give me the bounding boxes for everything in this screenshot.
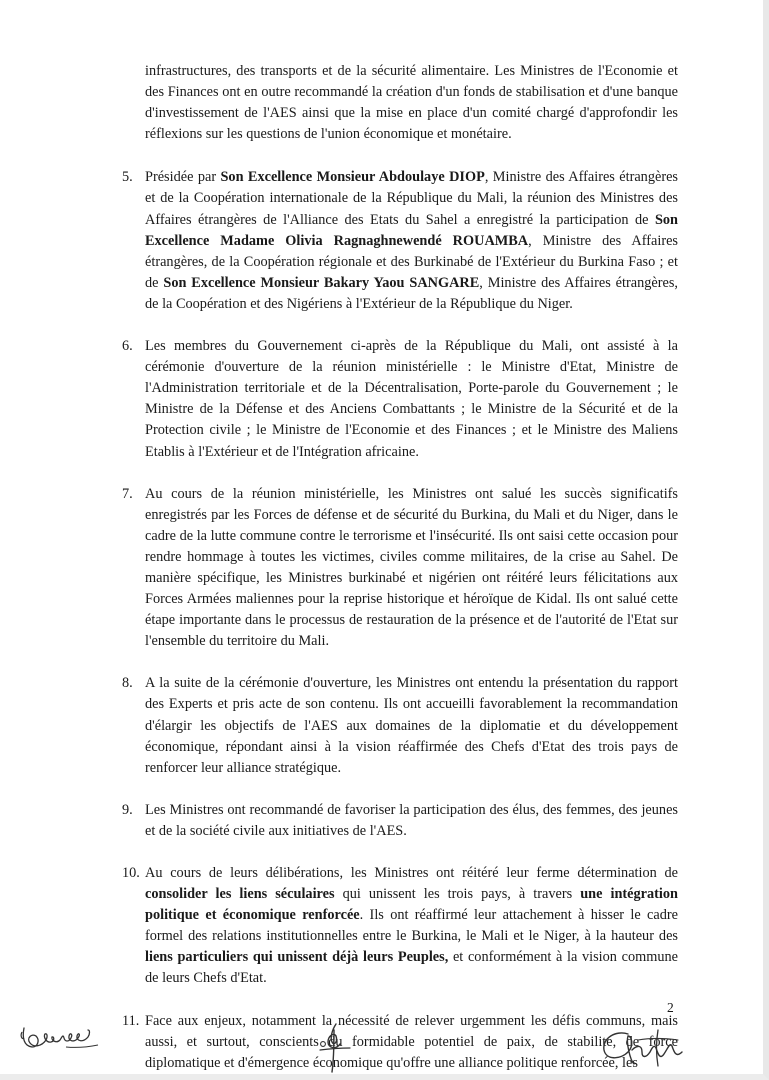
text-segment: . Ils ont réaffirmé leur attachement à hisser le cadre formel des relations institutionnelles entre le Burkina, le Mali et le Niger, à la hauteur des xyxy=(145,907,678,945)
paragraph-number: 11. xyxy=(122,1012,140,1029)
bold-text-segment: Son Excellence Monsieur Bakary Yaou SANGARE xyxy=(163,274,480,291)
bold-text-segment: Son Excellence Monsieur Abdoulaye DIOP xyxy=(220,169,485,186)
text-segment: A la suite de la cérémonie d'ouverture, les Ministres ont entendu la présentation du rapport des Experts et pris acte de son contenu. Ils ont accueilli favorablement la recommandation d'élargir les objectifs de l'AES aux domaines de la diplomatie et du développement économique, répondant ainsi à la vision réaffirmée des Chefs d'Etat des trois pays de renforcer leur alliance stratégique. xyxy=(145,675,678,776)
text-segment: Les Ministres ont recommandé de favoriser la participation des élus, des femmes, des jeunes et de la société civile aux initiatives de l'AES. xyxy=(145,801,678,839)
paragraph-number: 5. xyxy=(122,169,133,186)
numbered-paragraphs xyxy=(122,167,678,1073)
paragraph-number: 7. xyxy=(122,485,133,502)
paragraph-text xyxy=(145,336,678,463)
paragraph-number: 10. xyxy=(122,865,140,881)
text-segment: , Ministre des Affaires étrangères, de la Coopération régionale et des Burkinabé de l'Extérieur du Burkina Faso ; et de xyxy=(145,232,678,291)
text-segment: Au cours de la réunion ministérielle, les Ministres ont salué les succès significatifs enregistrés par les Forces de défense et de sécurité du Burkina, du Mali et du Niger, dans le cadre de la lutte commune contre le terrorisme et l'insécurité. Ils ont saisi cette occasion pour rendre hommage à toutes les victimes, civiles comme militaires, de la crise au Sahel. De manière spécifique, les Ministres burkinabé et nigérien ont réitéré leurs félicitations aux Forces Armées maliennes pour la reprise historique et héroïque de Kidal. Ils ont salué cette étape importante dans le processus de restauration de la présence et de l'autorité de l'Etat sur l'ensemble du territoire du Mali. xyxy=(145,485,678,650)
numbered-paragraph xyxy=(122,167,678,315)
bold-text-segment: une intégration politique et économique renforcée xyxy=(145,886,678,924)
text-segment: Face aux enjeux, notamment la nécessité de relever urgemment les défis communs, mais aussi, et surtout, conscients du formidable potentiel de paix, de stabilité, de force diplomatique et d'émergence économique qu'offre une alliance politique renforcée, les xyxy=(145,1012,678,1071)
paragraph-text xyxy=(145,673,678,778)
bold-text-segment: consolider les liens séculaires xyxy=(145,886,335,903)
text-segment: et conformément à la vision commune de leurs Chefs d'Etat. xyxy=(145,949,678,987)
intro-paragraph: infrastructures, des transports et de la sécurité alimentaire. Les Ministres de l'Economie et des Finances ont en outre recommandé la création d'un fonds de stabilisation et d'une banque d'investissement de l'AES ainsi que la mise en place d'un comité chargé d'approfondir les réflexions sur les questions de l'union économique et monétaire. xyxy=(145,63,678,143)
paragraph-text xyxy=(145,800,678,842)
numbered-paragraph xyxy=(122,484,678,653)
text-segment: , Ministre des Affaires étrangères, de la Coopération et des Nigériens à l'Extérieur de la République du Niger. xyxy=(145,274,678,312)
paragraph-number: 8. xyxy=(122,675,133,692)
document-body xyxy=(122,61,678,1074)
numbered-paragraph xyxy=(122,800,678,842)
bold-text-segment: liens particuliers qui unissent déjà leurs Peuples, xyxy=(145,949,449,966)
text-segment: qui unissent les trois pays, à travers xyxy=(334,886,581,903)
middle-initials xyxy=(314,1020,356,1076)
text-segment: , Ministre des Affaires étrangères et de la Coopération internationale de la République du Mali, la réunion des Ministres des Affaires étrangères de l'Alliance des Etats du Sahel a enregistré la participation de xyxy=(145,169,678,228)
text-segment: Présidée par xyxy=(145,169,221,186)
left-signature xyxy=(18,1016,104,1056)
right-signature xyxy=(598,1020,698,1076)
paragraph-text xyxy=(145,484,678,653)
paragraph-number: 9. xyxy=(122,801,133,818)
text-segment: Au cours de leurs délibérations, les Ministres ont réitéré leur ferme détermination de xyxy=(145,865,678,881)
paragraph-text xyxy=(145,863,678,990)
numbered-paragraph xyxy=(122,336,678,463)
numbered-paragraph xyxy=(122,1011,678,1074)
paragraph-text xyxy=(145,167,678,315)
text-segment: Les membres du Gouvernement ci-après de la République du Mali, ont assisté à la cérémonie d'ouverture de la réunion ministérielle : le Ministre d'Etat, Ministre de l'Administration territoriale et de la Décentralisation, Porte-parole du Gouvernement ; le Ministre de la Défense et des Anciens Combattants ; le Ministre de la Sécurité et de la Protection civile ; le Ministre de l'Economie et des Finances ; et le Ministre des Maliens Etablis à l'Extérieur et de l'Intégration africaine. xyxy=(145,338,678,460)
paragraph-number: 6. xyxy=(122,338,133,355)
numbered-paragraph xyxy=(122,673,678,778)
numbered-paragraph xyxy=(122,863,678,990)
bold-text-segment: Son Excellence Madame Olivia Ragnaghnewendé ROUAMBA xyxy=(145,211,678,249)
page-number: 2 xyxy=(667,1000,674,1015)
